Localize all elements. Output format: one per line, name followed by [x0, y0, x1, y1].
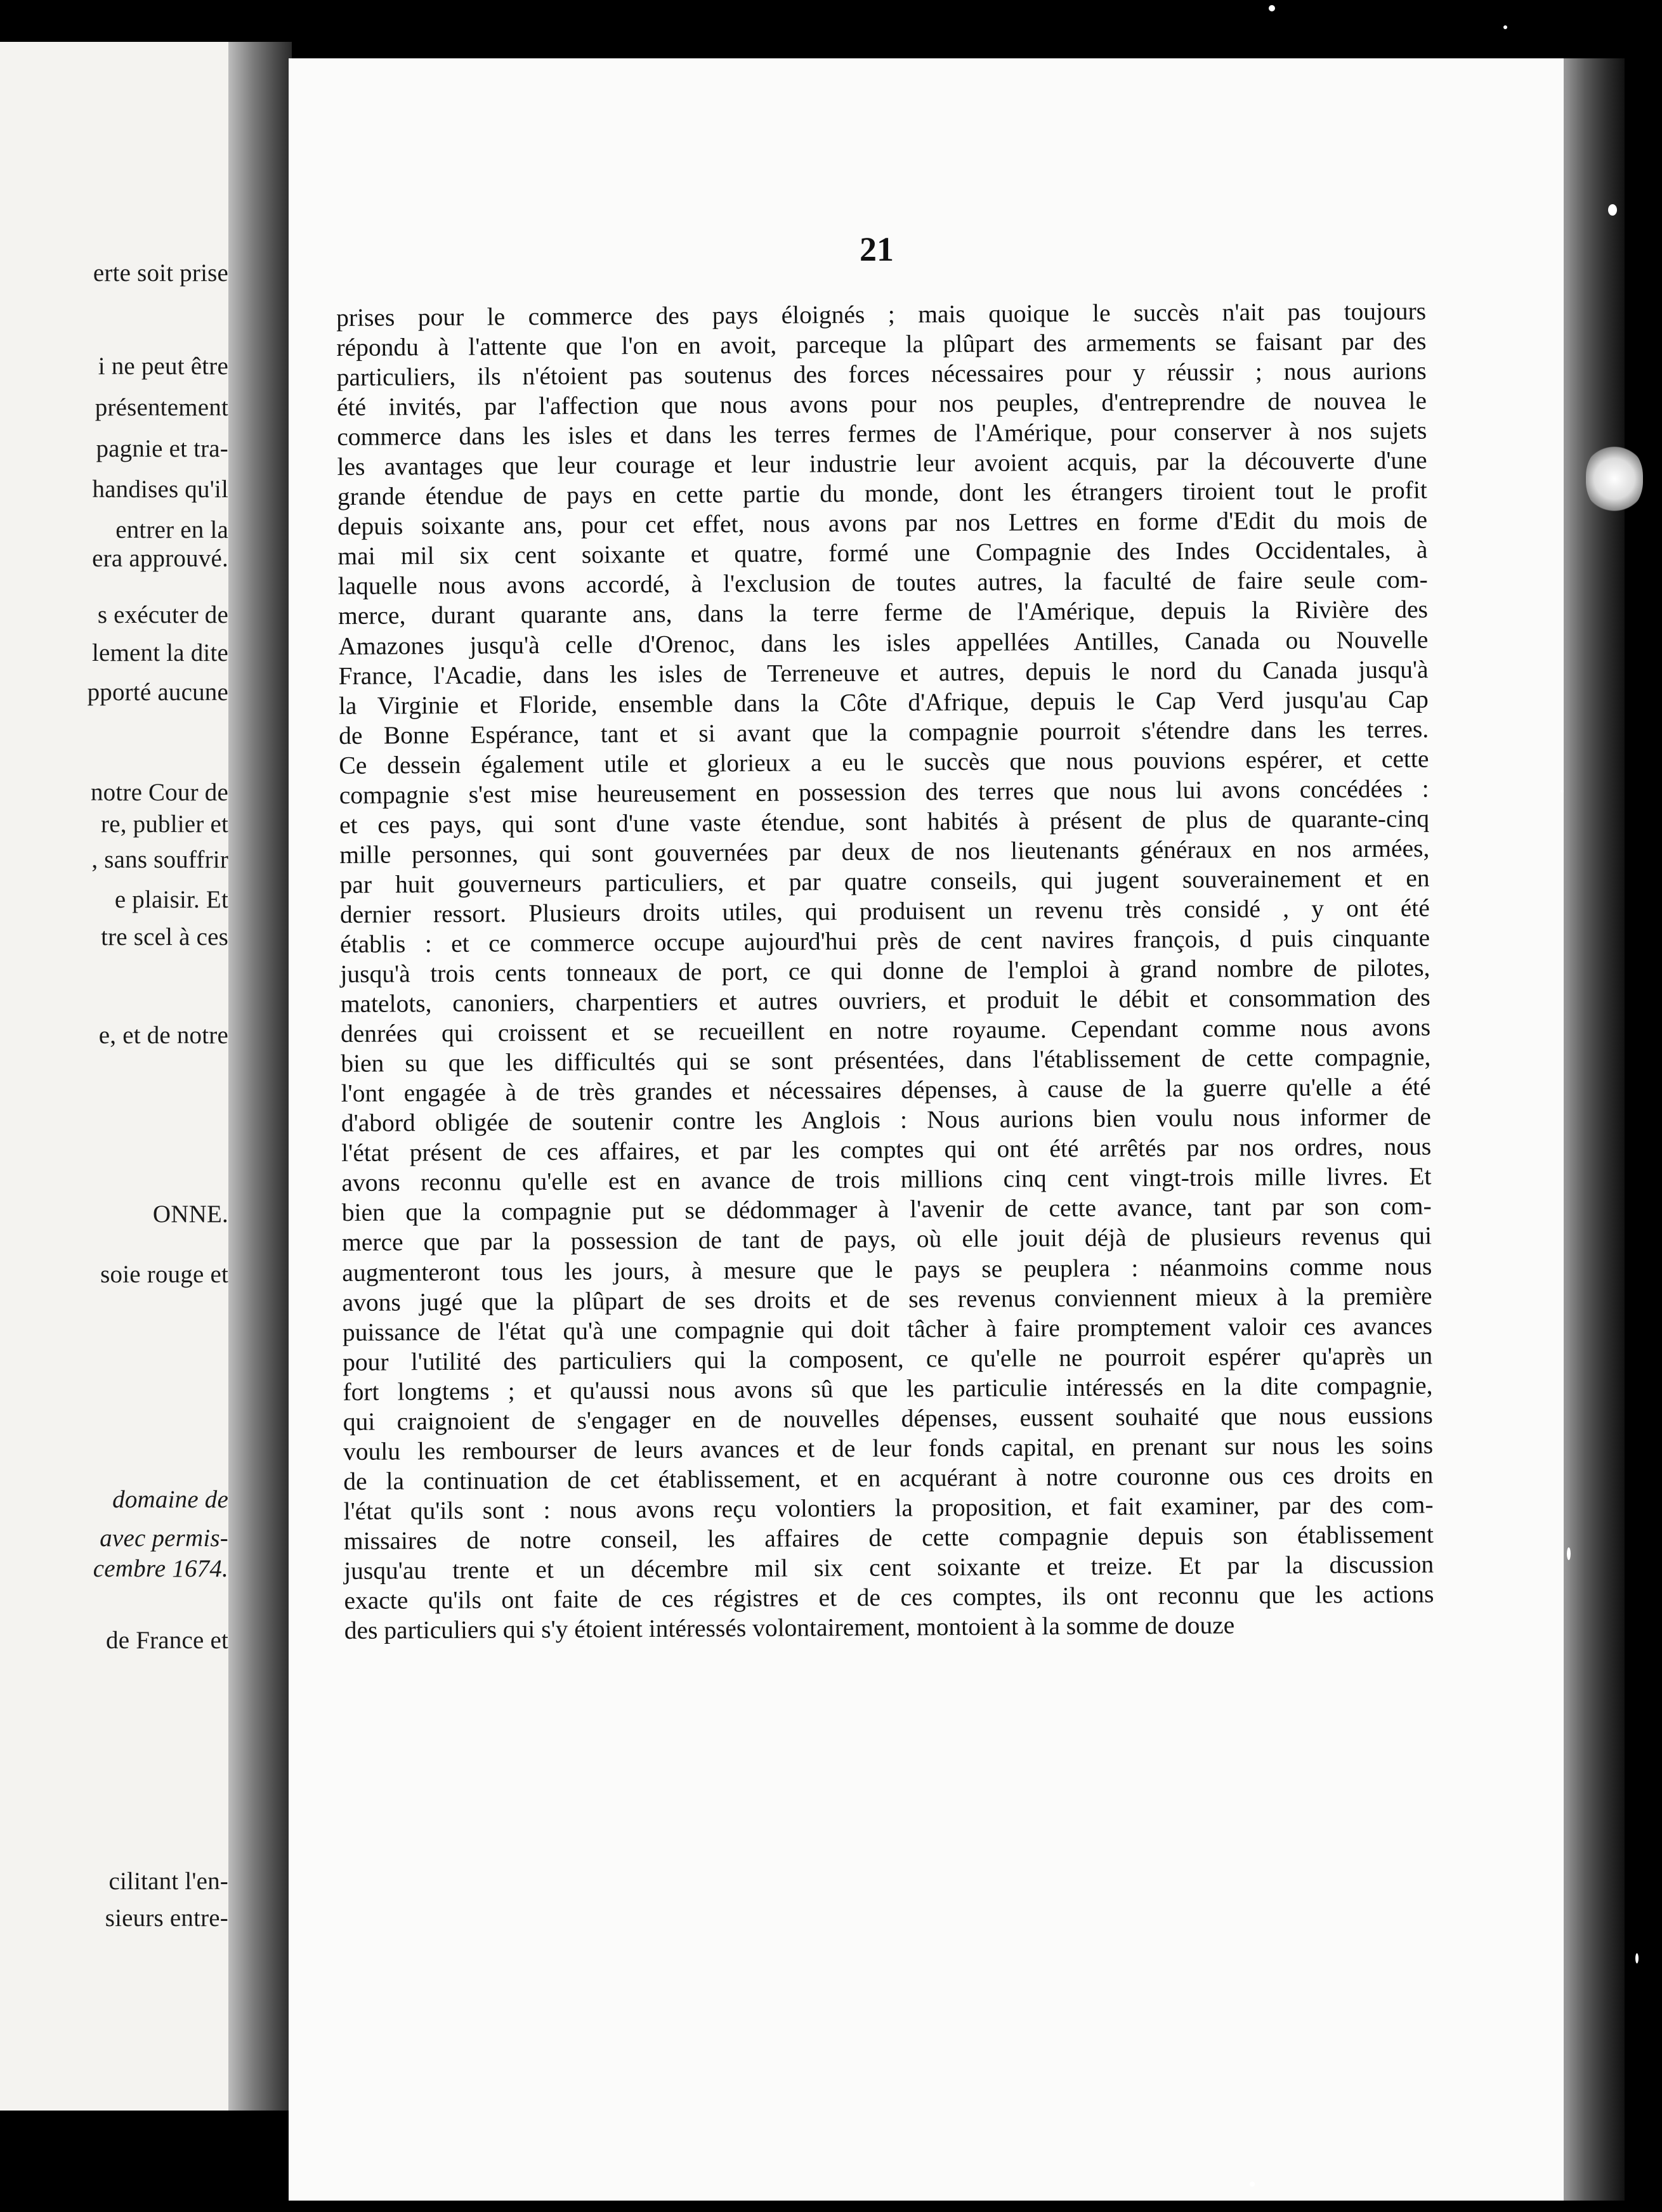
left-page-line: lement la dite — [91, 639, 228, 667]
text-line: de la continuation de cet établissement, et en acquérant à notre couronne ous ces droits en — [343, 1461, 1434, 1495]
text-line: commerce dans les isles et dans les terres fermes de l'Amérique, pour conserver à nos sujets — [337, 416, 1427, 452]
text-line: grande étendue de pays en cette partie du monde, dont les étrangers tiroient tout le profit — [337, 476, 1427, 511]
dust-speck — [1567, 1547, 1571, 1560]
left-page-line: avec permis- — [100, 1525, 228, 1552]
left-page-line: ONNE. — [152, 1200, 228, 1228]
text-line: l'état présent de ces affaires, et par les comptes qui ont été arrêtés par nos ordres, nous — [341, 1132, 1432, 1168]
book-gutter — [228, 42, 292, 2111]
text-line: par huit gouverneurs particuliers, et par quatre conseils, qui jugent souverainement et en — [339, 864, 1430, 899]
text-line: laquelle nous avons accordé, à l'exclusion de toutes autres, la faculté de faire seule com- — [337, 565, 1428, 601]
left-page-line: cilitant l'en- — [108, 1868, 228, 1895]
dust-speck — [1503, 25, 1507, 29]
page-number: 21 — [860, 230, 894, 268]
text-line: des particuliers qui s'y étoient intéressés volontairement, montoient à la somme de douze — [344, 1611, 1235, 1645]
left-page-line: erte soit prise — [93, 259, 228, 287]
left-page-line: e, et de notre — [98, 1022, 228, 1049]
text-line: jusqu'au trente et un décembre mil six cent soixante et treize. Et par la discussion — [344, 1550, 1434, 1585]
text-line: prises pour le commerce des pays éloignés ; mais quoique le succès n'ait pas toujours — [336, 297, 1427, 332]
text-line: dernier ressort. Plusieurs droits utiles, qui produisent un revenu très considé , y ont été — [339, 894, 1430, 928]
text-line: qui craignoient de s'engager en de nouvelles dépenses, eussent souhaité que nous eussions — [343, 1401, 1433, 1436]
left-page-line: entrer en la — [115, 516, 228, 543]
text-line: bien que la compagnie put se dédommager à l'avenir de cette avance, tant par son com- — [341, 1192, 1432, 1227]
text-line: puissance de l'état qu'à une compagnie qui doit tâcher à faire promptement valoir ces avances — [342, 1311, 1433, 1346]
text-line: pour l'utilité des particuliers qui la composent, ce qu'elle ne pourroit espérer qu'après un — [343, 1341, 1433, 1376]
text-line: matelots, canoniers, charpentiers et autres ouvriers, et produit le débit et consommation des — [340, 983, 1430, 1018]
text-line: Ce dessein également utile et glorieux a eu le succès que nous pouvions espérer, et cette — [339, 745, 1429, 779]
left-page-line: pporté aucune — [87, 679, 228, 706]
dust-speck — [1635, 1953, 1639, 1963]
text-line: depuis soixante ans, pour cet effet, nous avons par nos Lettres en forme d'Edit du mois de — [337, 505, 1428, 541]
left-page-line: notre Cour de — [90, 779, 228, 806]
text-line: fort longtems ; et qu'aussi nous avons sû que les particulie intéressés en la dite compagnie, — [343, 1371, 1433, 1406]
left-page-line: de France et — [106, 1627, 228, 1654]
text-line: la Virginie et Floride, ensemble dans la Côte d'Afrique, depuis le Cap Verd jusqu'au Cap — [338, 685, 1429, 720]
dust-speck — [1250, 2182, 1255, 2187]
text-line: l'état qu'ils sont : nous avons reçu volontiers la proposition, et fait examiner, par des com- — [343, 1490, 1434, 1525]
text-line: d'abord obligée de soutenir contre les Anglois : Nous aurions bien voulu nous informer de — [341, 1102, 1432, 1138]
text-line: l'ont engagée à de très grandes et nécessaires dépenses, à cause de la guerre qu'elle a été — [341, 1072, 1431, 1108]
text-line: particuliers, ils n'étoient pas soutenus des forces nécessaires pour y réussir ; nous aurions — [336, 356, 1427, 392]
left-page-line: soie rouge et — [100, 1261, 228, 1288]
text-line: répondu à l'attente que l'on en avoit, parceque la plûpart des armements se faisant par des — [336, 327, 1427, 362]
text-line: Amazones jusqu'à celle d'Orenoc, dans les isles appellées Antilles, Canada ou Nouvelle — [338, 625, 1429, 660]
text-line: voulu les rembourser de leurs avances et de leur fonds capital, en prenant sur nous les soins — [343, 1431, 1434, 1466]
left-page-line: era approuvé. — [92, 545, 228, 572]
dust-speck — [1608, 204, 1617, 216]
text-line: été invités, par l'affection que nous avons pour nos peuples, d'entreprendre de nouvea le — [336, 386, 1427, 422]
text-line: denrées qui croissent et se recueillent en notre royaume. Cependant comme nous avons — [340, 1013, 1431, 1048]
left-page-line: handises qu'il — [92, 476, 228, 503]
text-line: et ces pays, qui sont d'une vaste étendue, sont habités à présent de plus de quarante-cinq — [339, 804, 1430, 839]
dust-speck — [1561, 790, 1564, 793]
left-page-line: sieurs entre- — [105, 1904, 228, 1932]
left-page-line: s exécuter de — [97, 601, 228, 628]
left-page-line: pagnie et tra- — [96, 435, 228, 462]
text-line: merce que par la possession de tant de pays, où elle jouit déjà de plusieurs revenus qui — [341, 1221, 1432, 1257]
text-line: les avantages que leur courage et leur industrie leur avoient acquis, par la découverte d'une — [337, 446, 1427, 481]
library-stamp-icon — [1586, 444, 1643, 514]
text-line: compagnie s'est mise heureusement en possession des terres que nous lui avons concédées : — [339, 774, 1429, 809]
left-page-line: , sans souffrir — [91, 846, 228, 873]
left-page-line: tre scel à ces — [101, 923, 228, 951]
dust-speck — [1269, 5, 1275, 11]
text-line: bien su que les difficultés qui se sont présentées, dans l'établissement de cette compagnie, — [341, 1043, 1431, 1078]
text-line: avons reconnu qu'elle est en avance de trois millions cinq cent vingt-trois mille livres. Et — [341, 1162, 1432, 1197]
text-line: France, l'Acadie, dans les isles de Terreneuve et autres, depuis le nord du Canada jusqu'à — [338, 655, 1429, 690]
text-line: mai mil six cent soixante et quatre, formé une Compagnie des Indes Occidentales, à — [337, 535, 1428, 571]
text-line: de Bonne Espérance, tant et si avant que la compagnie pourroit s'étendre dans les terres. — [339, 715, 1429, 750]
text-line: merce, durant quarante ans, dans la terre ferme de l'Amérique, depuis la Rivière des — [337, 595, 1429, 630]
left-page-line: présentement — [95, 394, 228, 421]
text-line: établis : et ce commerce occupe aujourd'hui près de cent navires françois, d puis cinquante — [340, 923, 1430, 958]
text-line: mille personnes, qui sont gouvernées par deux de nos lieutenants généraux en nos armées, — [339, 834, 1430, 869]
left-page-line: i ne peut être — [98, 353, 228, 380]
text-line: exacte qu'ils ont faite de ces régistres et de ces comptes, ils ont reconnu que les actions — [344, 1580, 1434, 1615]
text-line: augmenteront tous les jours, à mesure que le pays se peuplera : néanmoins comme nous — [342, 1251, 1432, 1287]
left-page-line: e plaisir. Et — [114, 886, 228, 913]
text-line: jusqu'à trois cents tonneaux de port, ce qui donne de l'emploi à grand nombre de pilotes, — [340, 953, 1430, 989]
left-page-line: re, publier et — [101, 810, 228, 838]
left-page-line: cembre 1674. — [93, 1555, 228, 1582]
text-line: missaires de notre conseil, les affaires de cette compagnie depuis son établissement — [343, 1520, 1434, 1555]
body-text — [336, 297, 1434, 1646]
left-page-line: domaine de — [112, 1486, 228, 1513]
page-edge-shadow — [1564, 58, 1625, 2201]
text-line: avons jugé que la plûpart de ses droits et de ses revenus conviennent mieux à la première — [342, 1282, 1432, 1317]
